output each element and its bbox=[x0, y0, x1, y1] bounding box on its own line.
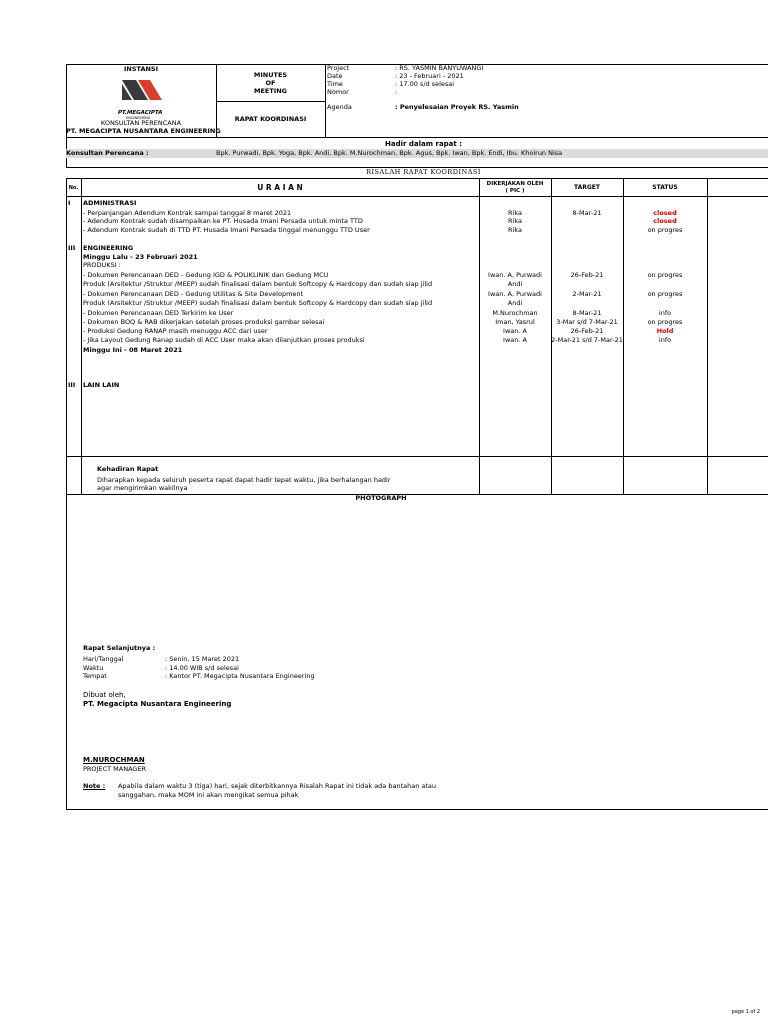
row-pic: Andi bbox=[507, 280, 523, 288]
col-uraian: U R A I A N bbox=[257, 183, 303, 192]
agenda-value: : Penyelesaian Proyek RS. Yasmin bbox=[395, 103, 519, 111]
row-target: 2-Mar-21 s/d 7-Mar-21 bbox=[551, 336, 623, 344]
row-text: - Dokumen Perencanaan DED - Gedung Utilitas & Site Development bbox=[83, 290, 304, 298]
note-label: Note : bbox=[83, 782, 106, 790]
row-status: closed bbox=[653, 209, 677, 217]
row-pic: Andi bbox=[507, 299, 523, 307]
hadir-label: Konsultan Perencana : bbox=[66, 149, 149, 157]
row-text: - Dokumen BOQ & RAB dikerjakan setelah proses produksi gambar selesai bbox=[83, 318, 325, 326]
dibuat-label: Dibuat oleh, bbox=[83, 691, 126, 699]
risalah-title: RISALAH RAPAT KOORDINASI bbox=[366, 168, 481, 176]
next-value: : 14.00 WIB s/d selesai bbox=[165, 664, 239, 672]
section-number: III bbox=[68, 244, 76, 252]
row-text: - Jika Layout Gedung Ranap sudah di ACC User maka akan dilanjutkan proses produksi bbox=[83, 336, 365, 344]
row-pic: Rika bbox=[508, 226, 522, 234]
row-target: 8-Mar-21 bbox=[572, 309, 602, 317]
hadir-names: Bpk. Purwadi, Bpk. Yoga, Bpk. Andi, Bpk. M.Nurochman, Bpk. Agus, Bpk. Iwan, Bpk. Endi, Ibu. Khoirun Nisa bbox=[216, 149, 563, 157]
row-text: - Adendum Kontrak sudah disampaikan ke PT. Husada Imani Persada untuk minta TTD bbox=[83, 217, 363, 225]
info-value: : 17.00 s/d selesai bbox=[395, 80, 455, 88]
company-logo bbox=[118, 78, 164, 112]
kehadiran-title: Kehadiran Rapat bbox=[97, 465, 159, 473]
info-value: : bbox=[395, 88, 398, 96]
rapat-koordinasi-label: RAPAT KOORDINASI bbox=[234, 115, 307, 123]
instansi-label: INSTANSI bbox=[123, 65, 159, 73]
logo-text: PT.MEGACIPTA bbox=[118, 110, 163, 116]
row-status: Hold bbox=[656, 327, 674, 335]
produksi-label: PRODUKSI : bbox=[83, 261, 121, 269]
row-target: 8-Mar-21 bbox=[572, 209, 602, 217]
col-status: STATUS bbox=[652, 184, 678, 191]
info-label: Date bbox=[327, 72, 343, 80]
konsultan-label: KONSULTAN PERENCANA bbox=[100, 119, 182, 127]
col-pic: DIKERJAKAN OLEH bbox=[486, 181, 544, 187]
minggu-ini: Minggu Ini - 08 Maret 2021 bbox=[83, 346, 183, 354]
header-divider bbox=[325, 64, 326, 138]
col-divider bbox=[707, 179, 708, 494]
row-pic: M.Nurochman bbox=[492, 309, 538, 317]
next-label: Tempat bbox=[83, 672, 107, 680]
kehadiran-text: agar mengirimkan wakilnya bbox=[97, 484, 188, 492]
row-divider bbox=[66, 456, 768, 457]
row-target: 26-Feb-21 bbox=[570, 327, 604, 335]
info-label: Project bbox=[327, 64, 350, 72]
of-label: OF bbox=[265, 79, 276, 87]
row-pic: Iwan. A bbox=[503, 327, 527, 335]
minggu-lalu: Minggu Lalu - 23 Februari 2021 bbox=[83, 253, 198, 261]
kehadiran-text: Diharapkan kepada seluruh peserta rapat dapat hadir tepat waktu, jika berhalangan hadir bbox=[97, 476, 391, 484]
row-pic: Rika bbox=[508, 217, 522, 225]
row-pic: Iwan. A, Purwadi bbox=[488, 290, 542, 298]
col-divider bbox=[81, 179, 82, 494]
section-number: I bbox=[68, 199, 71, 207]
page-label: page 1 of 2 bbox=[731, 1009, 760, 1016]
next-label: Waktu bbox=[83, 664, 104, 672]
photograph-label: PHOTOGRAPH bbox=[355, 494, 407, 502]
row-target: 26-Feb-21 bbox=[570, 271, 604, 279]
row-text: - Dokumen Perencanaan DED Terkirim ke User bbox=[83, 309, 234, 317]
column-header-divider bbox=[66, 196, 768, 197]
info-value: : RS. YASMIN BANYUWANGI bbox=[395, 64, 484, 72]
row-text: - Perpanjangan Adendum Kontrak sampai tanggal 8 maret 2021 bbox=[83, 209, 292, 217]
hadir-title: Hadir dalam rapat : bbox=[385, 140, 462, 148]
row-text: Produk (Arsitektur /Struktur /MEEP) sudah finalisasi dalam bentuk Softcopy & Hardcopy dan sudah siap jilid bbox=[83, 299, 433, 307]
row-status: on progres bbox=[647, 290, 683, 298]
row-status: closed bbox=[653, 217, 677, 225]
next-meeting-title: Rapat Selanjutnya : bbox=[83, 644, 156, 652]
row-pic: Rika bbox=[508, 209, 522, 217]
minutes-label: MINUTES bbox=[253, 71, 288, 79]
section-title: ENGINEERING bbox=[83, 244, 134, 252]
logo-subtext: ENGINEERING bbox=[126, 116, 151, 120]
header-divider bbox=[66, 137, 768, 138]
next-value: : Kantor PT. Megacipta Nusantara Engineering bbox=[165, 672, 315, 680]
note-text: Apabila dalam waktu 3 (tiga) hari, sejak diterbitkannya Risalah Rapat ini tidak ada bantahan atau bbox=[118, 782, 437, 790]
note-text: sanggahan, maka MOM ini akan mengikat semua pihak bbox=[118, 791, 299, 799]
header-divider bbox=[216, 101, 325, 102]
signer-role: PROJECT MANAGER bbox=[83, 765, 147, 773]
section-title: LAIN LAIN bbox=[83, 381, 120, 389]
agenda-label: Agenda bbox=[327, 103, 352, 111]
company-name: PT. MEGACIPTA NUSANTARA ENGINEERING bbox=[66, 127, 221, 135]
row-text: - Produksi Gedung RANAP masih menuggu ACC dari user bbox=[83, 327, 268, 335]
info-label: Nomor bbox=[327, 88, 349, 96]
row-status: info bbox=[658, 336, 672, 344]
signer-company: PT. Megacipta Nusantara Engineering bbox=[83, 700, 232, 708]
col-pic: ( PIC ) bbox=[505, 188, 525, 194]
row-text: - Adendum Kontrak sudah di TTD PT. Husada Imani Persada tinggal menunggu TTD User bbox=[83, 226, 370, 234]
col-target: TARGET bbox=[573, 184, 600, 191]
row-target: 3-Mar s/d 7-Mar-21 bbox=[556, 318, 618, 326]
row-pic: Iman, Yasrul bbox=[495, 318, 535, 326]
meeting-label: MEETING bbox=[254, 87, 287, 95]
col-no: No. bbox=[68, 185, 79, 191]
info-value: : 23 - Februari - 2021 bbox=[395, 72, 464, 80]
info-label: Time bbox=[327, 80, 343, 88]
row-text: - Dokumen Perencanaan DED - Gedung IGD & POLIKLINIK dan Gedung MCU bbox=[83, 271, 329, 279]
row-status: on progres bbox=[647, 318, 683, 326]
next-label: Hari/Tanggal bbox=[83, 655, 124, 663]
section-title: ADMINISTRASI bbox=[83, 199, 137, 207]
section-number: III bbox=[68, 381, 76, 389]
signer-name: M.NUROCHMAN bbox=[83, 756, 145, 764]
row-pic: Iwan. A bbox=[503, 336, 527, 344]
row-status: info bbox=[658, 309, 672, 317]
row-text: Produk (Arsitektur /Struktur /MEEP) sudah finalisasi dalam bentuk Softcopy & Hardcopy dan sudah siap jilid bbox=[83, 280, 433, 288]
row-status: on progres bbox=[647, 226, 683, 234]
row-status: on progres bbox=[647, 271, 683, 279]
row-target: 2-Mar-21 bbox=[572, 290, 602, 298]
next-value: : Senin, 15 Maret 2021 bbox=[165, 655, 240, 663]
row-pic: Iwan. A, Purwadi bbox=[488, 271, 542, 279]
